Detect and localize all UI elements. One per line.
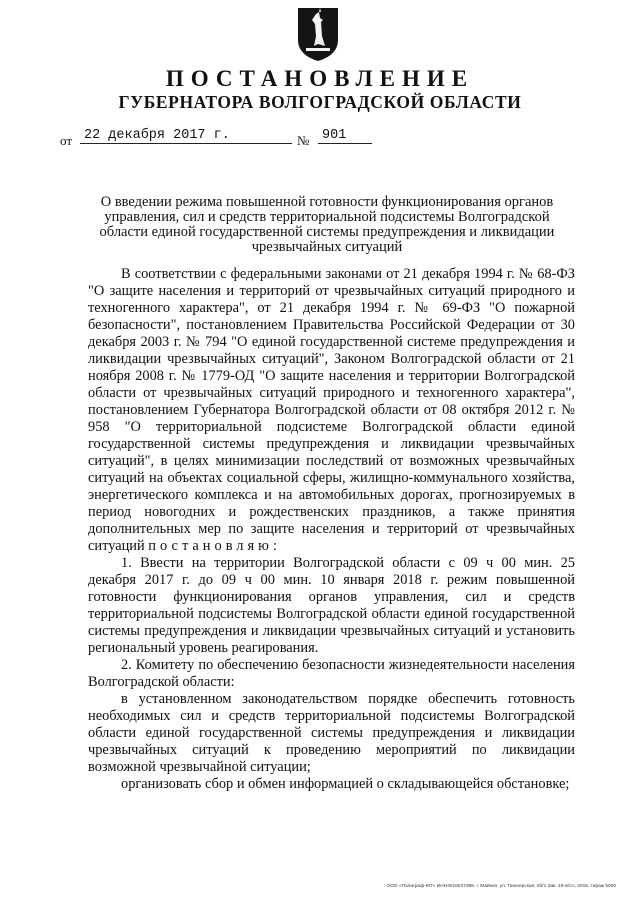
preamble-paragraph bbox=[88, 266, 575, 555]
document-date: 22 декабря 2017 г. bbox=[80, 128, 292, 144]
document-subject: О введении режима повышенной готовности функционирования органов управления, сил и средств территориальной подсистемы Волгоградской области единой государственной системы предупреждения и ликвидации чрезвычайных ситуаций bbox=[99, 194, 555, 255]
number-label: № bbox=[297, 133, 310, 148]
resolve-colon: : bbox=[272, 538, 277, 554]
resolve-word: постановляю bbox=[148, 538, 273, 554]
document-title: ПОСТАНОВЛЕНИЕ bbox=[165, 66, 475, 91]
document-number: 901 bbox=[318, 128, 372, 144]
item-1-paragraph: 1. Ввести на территории Волгоградской области с 09 ч 00 мин. 25 декабря 2017 г. до 09 ч 00 мин. 10 января 2018 г. режим повышенной готовности функционирования органов управления, сил и средств территориальной подсистемы Волгоградской области единой государственной системы предупреждения и ликвидации чрезвычайных ситуаций и установить региональный уровень реагирования. bbox=[88, 555, 575, 656]
printer-imprint: ООО «Полиграф-ЮГ» ИНН3016037389, г. Майкоп, ул. Пионерская, 2б/1 Зак. 19-к/Сл, 2015, тираж 5000 bbox=[386, 884, 616, 889]
preamble-text: В соответствии с федеральными законами от 21 декабря 1994 г. № 68-ФЗ "О защите населения и территорий от чрезвычайных ситуаций природного и техногенного характера", от 21 декабря 1994 г. № 69-ФЗ "О пожарной безопасности", постановлением Правительства Российской Федерации от 30 декабря 2003 г. № 794 "О единой государственной системе предупреждения и ликвидации чрезвычайных ситуаций", Законом Волгоградской области от 21 ноября 2008 г. № 1779-ОД "О защите населения и территории Волгоградской области от чрезвычайных ситуаций природного и техногенного характера", постановлением Губернатора Волгоградской области от 08 октября 2012 г. № 958 "О территориальной подсистеме Волгоградской области единой государственной системы предупреждения и ликвидации чрезвычайных ситуаций", в целях минимизации последствий от возможных чрезвычайных ситуаций на объектах социальной сферы, жилищно-коммунального хозяйства, энергетического комплекса и на автомобильных дорогах, прогнозируемых в период новогодних и рождественских праздников, а также принятия дополнительных мер по защите населения и территорий от чрезвычайных ситуаций bbox=[88, 266, 575, 554]
document-body bbox=[88, 266, 575, 793]
coat-of-arms-emblem bbox=[296, 6, 340, 62]
item-2-paragraph: 2. Комитету по обеспечению безопасности жизнедеятельности населения Волгоградской области: bbox=[88, 657, 575, 690]
item-2a-paragraph: в установленном законодательством порядке обеспечить готовность необходимых сил и средств территориальной подсистемы Волгоградской области единой государственной системы предупреждения и ликвидации чрезвычайных ситуаций к проведению мероприятий по ликвидации возможной чрезвычайной ситуации; bbox=[88, 691, 575, 775]
item-2b-paragraph: организовать сбор и обмен информацией о складывающейся обстановке; bbox=[121, 776, 570, 792]
document-subtitle: ГУБЕРНАТОРА ВОЛГОГРАДСКОЙ ОБЛАСТИ bbox=[118, 92, 522, 112]
date-from-label: от bbox=[60, 133, 73, 148]
